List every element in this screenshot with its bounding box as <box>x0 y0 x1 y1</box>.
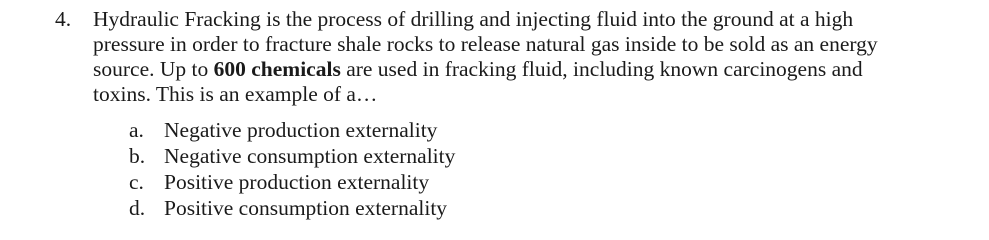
question-line-4: toxins. This is an example of a… <box>93 82 378 106</box>
option-c <box>129 169 455 195</box>
option-text: Positive consumption externality <box>164 196 448 220</box>
question-line-3-end: are used in fracking fluid, including known carcinogens and <box>340 57 863 81</box>
option-letter: b. <box>129 144 146 168</box>
question-line-3-start: source. Up to <box>93 57 214 81</box>
option-letter: a. <box>129 118 144 142</box>
option-letter: c. <box>129 170 144 194</box>
option-letter: d. <box>129 196 146 220</box>
option-b <box>129 143 455 169</box>
question-number: 4. <box>55 7 72 31</box>
option-d <box>129 195 455 221</box>
option-text: Negative consumption externality <box>164 144 456 168</box>
question-line-3-bold: 600 chemicals <box>213 57 341 81</box>
answer-options <box>129 117 455 221</box>
option-text: Positive production externality <box>164 170 430 194</box>
question-text <box>93 7 973 107</box>
question-line-2: pressure in order to fracture shale rocks to release natural gas inside to be sold as an energy <box>93 32 878 56</box>
option-a <box>129 117 455 143</box>
question-line-1: Hydraulic Fracking is the process of drilling and injecting fluid into the ground at a high <box>93 7 854 31</box>
question-line-3 <box>93 57 973 82</box>
option-text: Negative production externality <box>164 118 438 142</box>
